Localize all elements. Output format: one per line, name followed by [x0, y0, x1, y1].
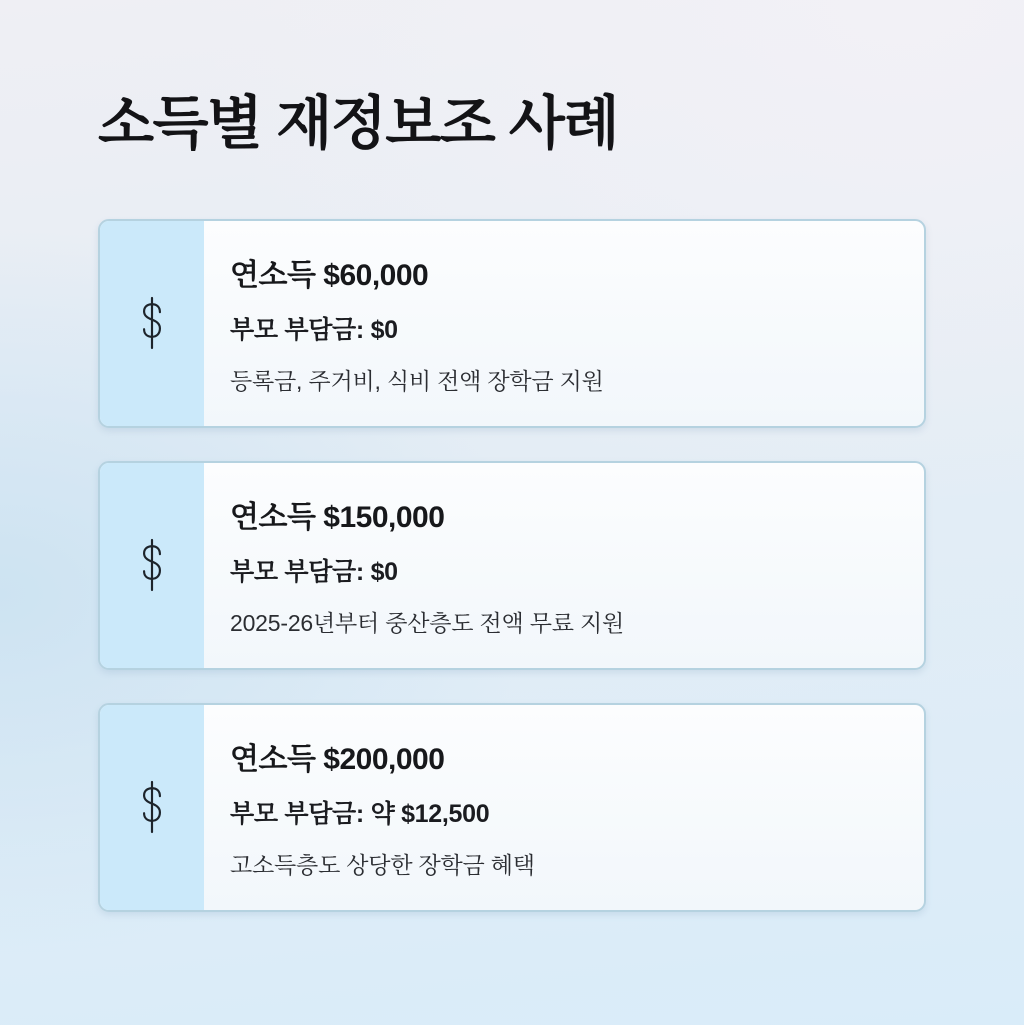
income-card-150000	[98, 461, 926, 670]
card-description: 등록금, 주거비, 식비 전액 장학금 지원	[230, 367, 604, 394]
card-content	[204, 705, 924, 910]
income-card-200000	[98, 703, 926, 912]
income-card-60000	[98, 219, 926, 428]
card-icon-panel	[100, 221, 204, 426]
card-icon-panel	[100, 705, 204, 910]
card-title: 연소득 $150,000	[230, 500, 445, 534]
card-title: 연소득 $60,000	[230, 258, 429, 292]
dollar-icon	[137, 296, 167, 350]
card-content	[204, 463, 924, 668]
card-content	[204, 221, 924, 426]
page	[98, 0, 926, 912]
card-description: 2025-26년부터 중산층도 전액 무료 지원	[230, 609, 625, 636]
card-subtitle: 부모 부담금: $0	[230, 316, 398, 344]
card-subtitle: 부모 부담금: 약 $12,500	[230, 800, 490, 828]
card-title: 연소득 $200,000	[230, 742, 445, 776]
dollar-icon	[137, 780, 167, 834]
card-subtitle: 부모 부담금: $0	[230, 558, 398, 586]
card-icon-panel	[100, 463, 204, 668]
dollar-icon	[137, 538, 167, 592]
page-title: 소득별 재정보조 사례	[98, 91, 618, 156]
card-description: 고소득층도 상당한 장학금 혜택	[230, 851, 535, 878]
